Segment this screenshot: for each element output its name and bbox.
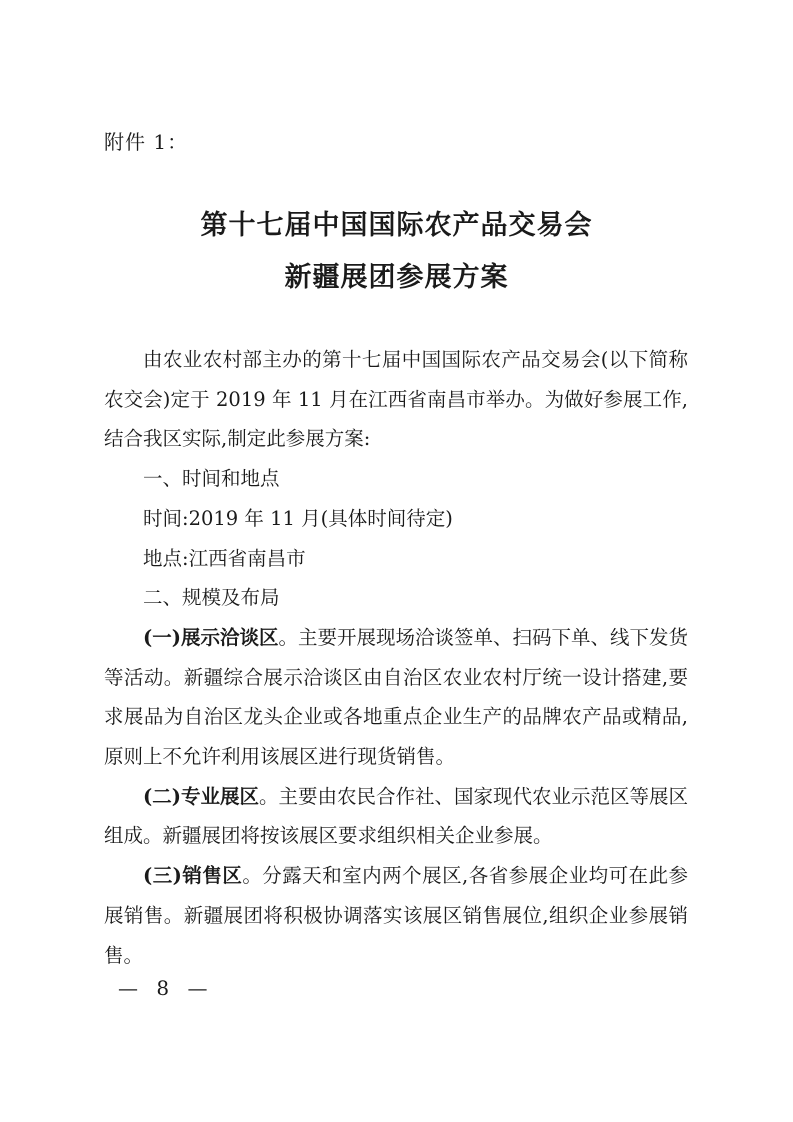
zone-2-label: (二)专业展区 — [143, 784, 259, 808]
zone-3-label: (三)销售区 — [143, 864, 243, 888]
zone-2-text: 。主要由农民合作社、国家现代农业示范区等展区组成。新疆展团将按该展区要求组织相关企业参展。 — [104, 784, 688, 848]
time-line: 时间:2019 年 11 月(具体时间待定) — [143, 506, 453, 530]
zone-2-paragraph — [104, 777, 688, 856]
location-line: 地点:江西省南昌市 — [143, 546, 306, 570]
zone-3-text: 。分露天和室内两个展区,各省参展企业均可在此参展销售。新疆展团将积极协调落实该展区销售展位,组织企业参展销售。 — [104, 864, 688, 967]
zone-1-text: 。主要开展现场洽谈签单、扫码下单、线下发货等活动。新疆综合展示洽谈区由自治区农业农村厅统一设计搭建,要求展品为自治区龙头企业或各地重点企业生产的品牌农产品或精品,原则上不允许利用该展区进行现货销售。 — [104, 625, 688, 769]
intro-paragraph: 由农业农村部主办的第十七届中国国际农产品交易会(以下简称农交会)定于 2019 年 11 月在江西省南昌市举办。为做好参展工作,结合我区实际,制定此参展方案: — [104, 348, 688, 451]
page-number: — 8 — — [118, 976, 214, 1000]
document-title-line-2: 新疆展团参展方案 — [284, 262, 509, 293]
zone-1-label: (一)展示洽谈区 — [143, 625, 279, 649]
zone-3-paragraph — [104, 856, 688, 975]
document-title-line-1: 第十七届中国国际农产品交易会 — [200, 210, 593, 241]
zone-1-paragraph — [104, 618, 688, 777]
document-body — [104, 340, 688, 975]
section-heading-time-location: 一、时间和地点 — [143, 467, 280, 491]
attachment-label: 附件 1： — [104, 130, 189, 154]
section-heading-scale-layout: 二、规模及布局 — [143, 586, 280, 610]
